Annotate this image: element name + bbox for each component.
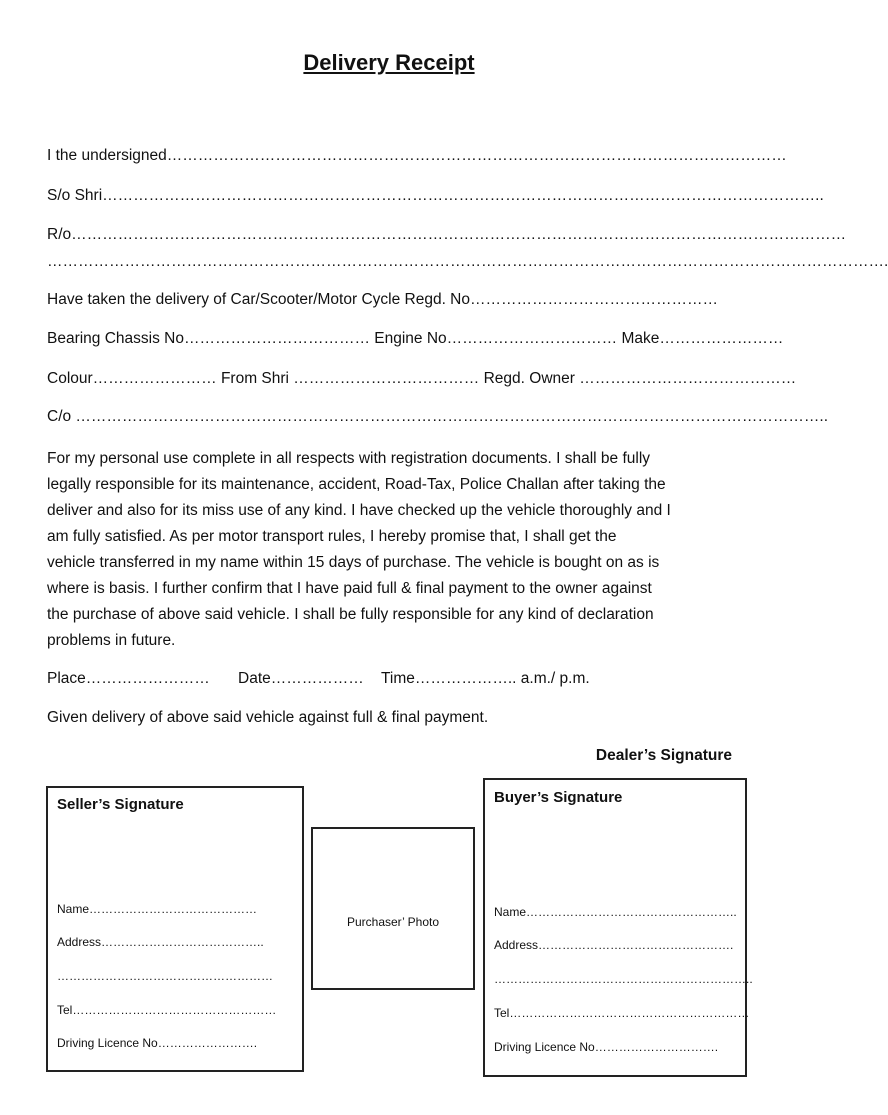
seller-tel-field: Tel…………………………………………… [57,1003,277,1017]
chassis-engine-make-line: Bearing Chassis No……………………………… Engine No…………………………… Make…………………… [47,330,784,347]
care-of-line: C/o ……………………………………………………………………………………………………………………………….. [47,408,829,425]
purchaser-photo-box [311,827,475,990]
buyer-address-field: Address…………………………………………. [494,938,734,952]
resident-of-continuation-line: ………………………………………………………………………………………………………………………………………………. [47,253,888,270]
seller-driving-licence-field: Driving Licence No……………………. [57,1036,258,1050]
buyer-name-field: Name…………………………………………….. [494,905,737,919]
declaration-paragraph [47,446,739,654]
seller-address-field: Address………………………………….. [57,935,264,949]
declaration-line: For my personal use complete in all respects with registration documents. I shall be fully [47,450,651,467]
colour-owner-line: Colour…………………… From Shri ……………………………… Regd. Owner …………………………………… [47,370,797,387]
dealer-signature-label: Dealer’s Signature [595,747,732,764]
son-of-line: S/o Shri………………………………………………………………………………………………………………………….. [47,187,824,204]
seller-signature-title: Seller’s Signature [57,796,184,813]
declaration-line: legally responsible for its maintenance, accident, Road-Tax, Police Challan after taking the [47,476,666,493]
seller-address-continuation-field: ……………………………………………… [57,969,273,983]
resident-of-line: R/o…………………………………………………………………………………………………………………………………… [47,226,847,243]
seller-name-field: Name…………………………………… [57,902,258,916]
declaration-line: problems in future. [47,632,176,649]
registration-number-line: Have taken the delivery of Car/Scooter/Motor Cycle Regd. No………………………………………… [47,291,718,308]
declaration-line: deliver and also for its miss use of any kind. I have checked up the vehicle thoroughly and I [47,502,671,519]
buyer-driving-licence-field: Driving Licence No…………………………. [494,1040,719,1054]
given-delivery-line: Given delivery of above said vehicle against full & final payment. [47,709,489,726]
date-field: Date……………… [238,670,364,687]
purchaser-photo-label: Purchaser’ Photo [346,915,440,929]
seller-signature-box [46,786,304,1072]
declaration-line: am fully satisfied. As per motor transport rules, I hereby promise that, I shall get the [47,528,617,545]
buyer-tel-field: Tel…………………………………………………… [494,1006,750,1020]
buyer-signature-box [483,778,753,1077]
time-field: Time……………….. a.m./ p.m. [381,670,590,687]
place-field: Place…………………… [47,670,210,687]
declaration-line: where is basis. I further confirm that I have paid full & final payment to the owner against [47,580,652,597]
document-title: Delivery Receipt [303,50,475,75]
declaration-line: vehicle transferred in my name within 15 days of purchase. The vehicle is bought on as is [47,554,660,571]
buyer-address-continuation-field: ……………………………………………………….. [494,972,753,986]
declaration-line: the purchase of above said vehicle. I shall be fully responsible for any kind of declaration [47,606,654,623]
undersigned-line: I the undersigned………………………………………………………………………………………………………… [47,147,787,164]
buyer-signature-title: Buyer’s Signature [494,789,623,806]
